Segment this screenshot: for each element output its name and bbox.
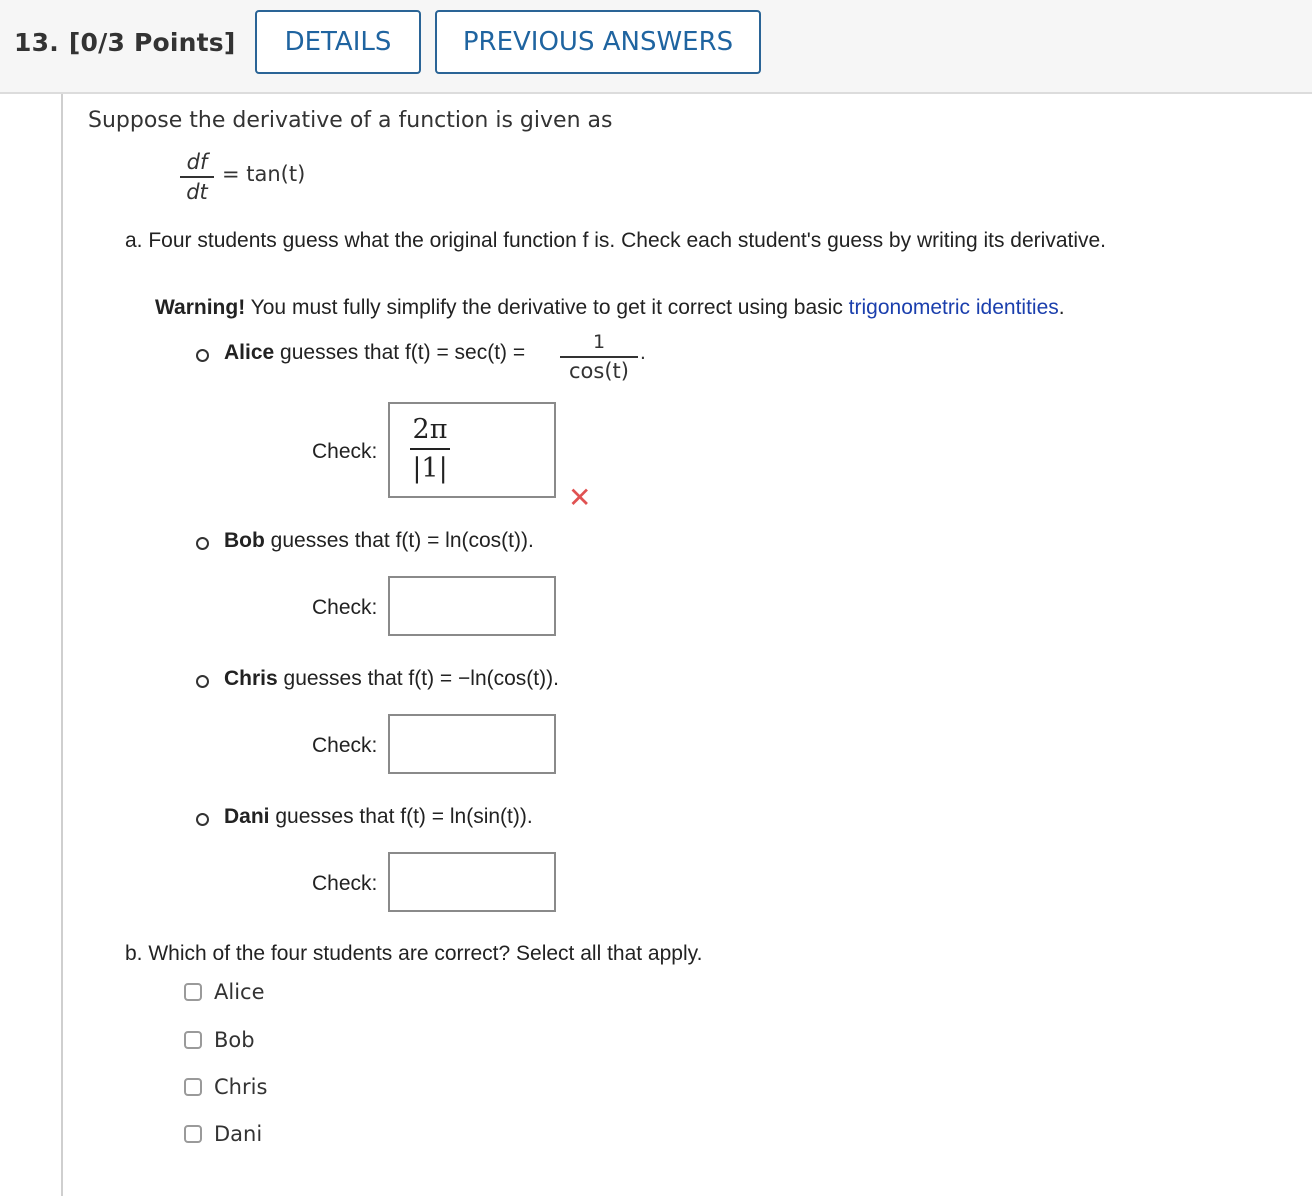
question-title: [14, 28, 245, 57]
check-label: Check:: [312, 734, 378, 757]
bullet-icon: [196, 675, 209, 688]
derivative-fraction: [180, 150, 214, 204]
alice-answer-input[interactable]: [388, 402, 556, 498]
option-alice[interactable]: Alice: [184, 980, 265, 1004]
previous-answers-button[interactable]: PREVIOUS ANSWERS: [435, 10, 761, 74]
chris-answer-input[interactable]: [388, 714, 556, 774]
derivative-numerator: df: [186, 150, 208, 174]
part-b-prompt: b. Which of the four students are correct? Select all that apply.: [125, 942, 703, 965]
check-label: Check:: [312, 596, 378, 619]
derivative-denominator: dt: [186, 180, 208, 204]
alice-answer-value: 2π |1|: [410, 414, 450, 484]
guess-bob: Bob guesses that f(t) = ln(cos(t)).: [224, 529, 534, 552]
question-points: [0/3 Points]: [68, 28, 236, 57]
left-rule: [61, 94, 63, 1196]
bullet-icon: [196, 537, 209, 550]
option-chris[interactable]: Chris: [184, 1075, 267, 1099]
bob-answer-input[interactable]: [388, 576, 556, 636]
bullet-icon: [196, 813, 209, 826]
question-number: 13.: [14, 28, 59, 57]
sec-fraction: 1 cos(t): [560, 331, 638, 383]
guess-chris: Chris guesses that f(t) = −ln(cos(t)).: [224, 667, 559, 690]
guess-dani: Dani guesses that f(t) = ln(sin(t)).: [224, 805, 533, 828]
checkbox[interactable]: [184, 1031, 202, 1049]
dani-answer-input[interactable]: [388, 852, 556, 912]
check-label: Check:: [312, 872, 378, 895]
warning-label: Warning!: [155, 296, 246, 319]
guess-alice: Alice guesses that f(t) = sec(t) =: [224, 341, 526, 364]
question-intro: Suppose the derivative of a function is given as: [88, 108, 613, 133]
checkbox[interactable]: [184, 1078, 202, 1096]
checkbox[interactable]: [184, 983, 202, 1001]
incorrect-icon: ✕: [568, 482, 592, 513]
option-bob[interactable]: Bob: [184, 1028, 255, 1052]
check-label: Check:: [312, 440, 378, 463]
warning-text: Warning! You must fully simplify the derivative to get it correct using basic trigonometric identities.: [155, 296, 1065, 319]
option-dani[interactable]: Dani: [184, 1122, 262, 1146]
details-button[interactable]: DETAILS: [255, 10, 421, 74]
part-a-prompt: a. Four students guess what the original function f is. Check each student's guess by writing its derivative.: [125, 229, 1107, 252]
derivative-rhs: = tan(t): [222, 162, 306, 186]
bullet-icon: [196, 349, 209, 362]
trig-identities-link[interactable]: trigonometric identities: [848, 296, 1059, 319]
question-header: [0, 0, 1312, 94]
checkbox[interactable]: [184, 1125, 202, 1143]
